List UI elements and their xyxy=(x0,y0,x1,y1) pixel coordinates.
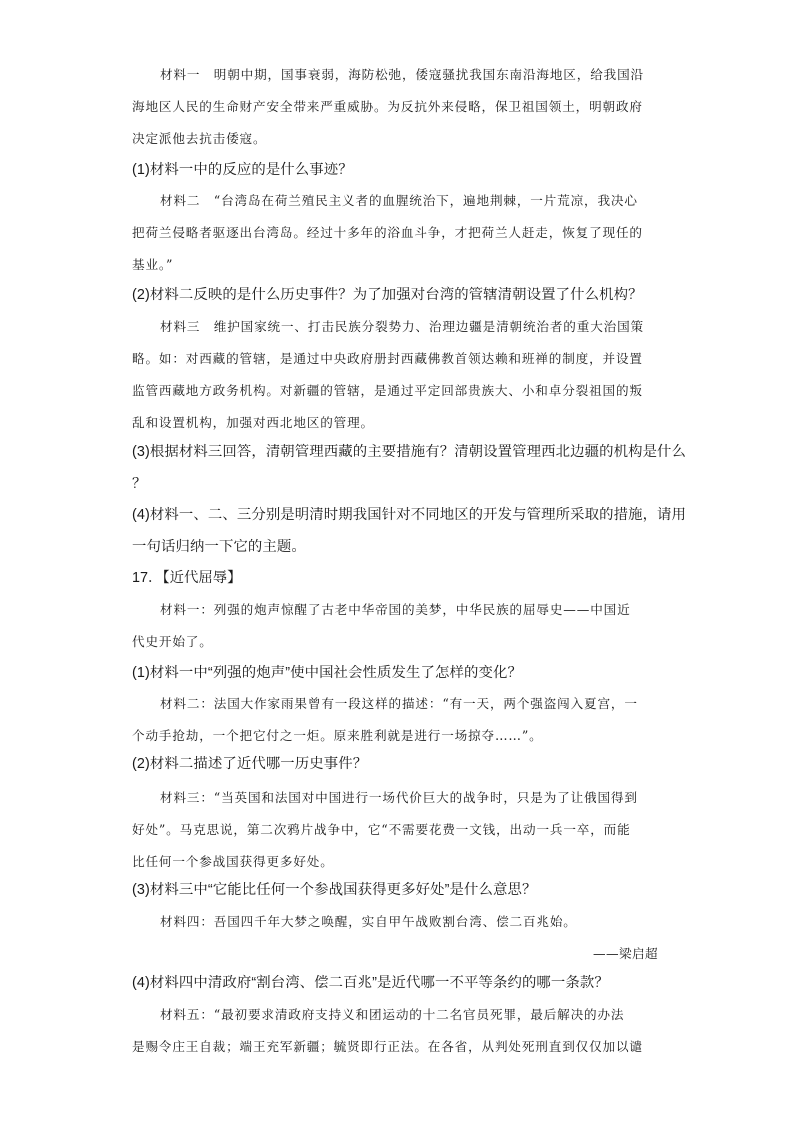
s17-question-2: (2)材料二描述了近代哪一历史事件？ xyxy=(132,756,368,772)
s16-question-1: (1)材料一中的反应的是什么事迹？ xyxy=(132,162,353,178)
s17-heading: 17．【近代屈辱】 xyxy=(132,570,242,586)
s17-material3-line1: 材料三：“当英国和法国对中国进行一场代价巨大的战争时，只是为了让俄国得到 xyxy=(160,790,638,805)
s16-question-3-line1: (3)根据材料三回答，清朝管理西藏的主要措施有？清朝设置管理西北边疆的机构是什么 xyxy=(132,444,687,460)
s16-material3-line1: 材料三 维护国家统一、打击民族分裂势力、治理边疆是清朝统治者的重大治国策 xyxy=(160,319,644,334)
s16-question-4-line1: (4)材料一、二、三分别是明清时期我国针对不同地区的开发与管理所采取的措施，请用 xyxy=(132,507,687,523)
s16-material1-line3: 决定派他去抗击倭寇。 xyxy=(132,131,267,146)
s17-question-4: (4)材料四中清政府“割台湾、偿二百兆”是近代哪一不平等条约的哪一条款？ xyxy=(132,975,609,991)
s17-material5-line2: 是赐令庄王自裁；端王充军新疆；毓贤即行正法。在各省，从判处死刑直到仅仅加以谴 xyxy=(132,1039,643,1054)
s17-material3-line2: 好处”。马克思说，第二次鸦片战争中，它“不需要花费一文钱，出动一兵一卒，而能 xyxy=(132,822,631,837)
s16-question-2: (2)材料二反映的是什么历史事件？为了加强对台湾的管辖清朝设置了什么机构？ xyxy=(132,287,643,303)
s16-material1-line1: 材料一 明朝中期，国事衰弱，海防松弛，倭寇骚扰我国东南沿海地区，给我国沿 xyxy=(160,67,644,82)
s16-material2-line1: 材料二 “台湾岛在荷兰殖民主义者的血腥统治下，遍地荆棘，一片荒凉，我决心 xyxy=(160,193,638,208)
s17-material4-signature: ——梁启超 xyxy=(593,946,658,961)
s16-question-4-line2: 一句话归纳一下它的主题。 xyxy=(132,539,306,555)
s17-question-1: (1)材料一中“列强的炮声”使中国社会性质发生了怎样的变化？ xyxy=(132,665,522,681)
s16-material2-line3: 基业。” xyxy=(132,257,174,272)
s17-material2-line1: 材料二：法国大作家雨果曾有一段这样的描述：“有一天，两个强盗闯入夏宫，一 xyxy=(160,696,638,711)
s17-material4: 材料四：吾国四千年大梦之唤醒，实自甲午战败割台湾、偿二百兆始。 xyxy=(160,914,577,929)
s17-material1-line1: 材料一：列强的炮声惊醒了古老中华帝国的美梦，中华民族的屈辱史——中国近 xyxy=(160,602,631,617)
s16-material2-line2: 把荷兰侵略者驱逐出台湾岛。经过十多年的浴血斗争，才把荷兰人赶走，恢复了现任的 xyxy=(132,225,643,240)
s16-material3-line2: 略。如：对西藏的管辖，是通过中央政府册封西藏佛教首领达赖和班禅的制度，并设置 xyxy=(132,351,643,366)
s16-material1-line2: 海地区人民的生命财产安全带来严重威胁。为反抗外来侵略，保卫祖国领土，明朝政府 xyxy=(132,99,643,114)
s17-material3-line3: 比任何一个参战国获得更多好处。 xyxy=(132,854,334,869)
s17-material1-line2: 代史开始了。 xyxy=(132,634,213,649)
s16-question-3-line2: ？ xyxy=(132,476,147,492)
s17-material2-line2: 个动手抢劫，一个把它付之一炬。原来胜利就是进行一场掠夺……”。 xyxy=(132,728,543,743)
s16-material3-line3: 监管西藏地方政务机构。对新疆的管辖，是通过平定回部贵族大、小和卓分裂祖国的叛 xyxy=(132,383,643,398)
s16-material3-line4: 乱和设置机构，加强对西北地区的管理。 xyxy=(132,415,374,430)
s17-material5-line1: 材料五：“最初要求清政府支持义和团运动的十二名官员死罪，最后解决的办法 xyxy=(160,1007,625,1022)
s17-question-3: (3)材料三中“它能比任何一个参战国获得更多好处”是什么意思？ xyxy=(132,882,537,898)
